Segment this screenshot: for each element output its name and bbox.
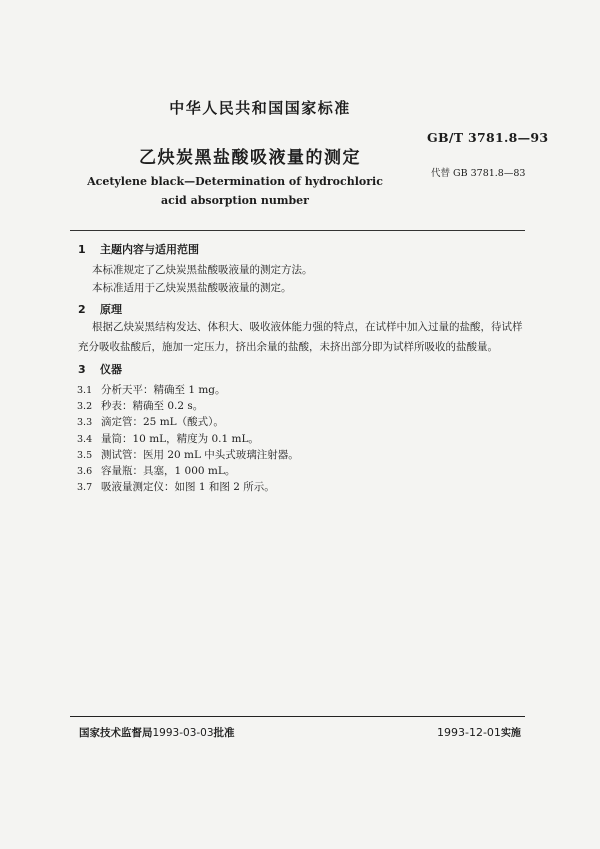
list-item: 3.4 量筒：10 mL，精度为 0.1 mL。 xyxy=(77,433,259,445)
issuing-organization: 中华人民共和国国家标准 xyxy=(169,99,351,117)
section-1-number: 1 xyxy=(78,243,86,256)
list-item: 3.5 测试管：医用 20 mL 中头式玻璃注射器。 xyxy=(77,449,299,461)
list-item: 3.3 滴定管：25 mL（酸式）。 xyxy=(77,416,224,428)
approval-line xyxy=(79,725,235,740)
list-item: 3.6 容量瓶：具塞，1 000 mL。 xyxy=(77,465,236,477)
list-item: 3.2 秒表：精确至 0.2 s。 xyxy=(77,400,204,412)
title-en-line-1: Acetylene black—Determination of hydrochloric xyxy=(87,175,383,188)
approval-organization: 国家技术监督局 xyxy=(79,727,153,739)
section-2-heading xyxy=(78,301,122,317)
section-1-paragraph-2: 本标准适用于乙炔炭黑盐酸吸液量的测定。 xyxy=(92,282,292,294)
approval-label: 批准 xyxy=(213,727,235,739)
implementation-line xyxy=(437,724,521,739)
header-divider xyxy=(70,230,525,231)
section-1-paragraph-1: 本标准规定了乙炔炭黑盐酸吸液量的测定方法。 xyxy=(92,264,313,276)
section-2-number: 2 xyxy=(78,303,86,316)
list-item: 3.1 分析天平：精确至 1 mg。 xyxy=(77,384,226,396)
footer-divider xyxy=(70,716,525,717)
approval-date: 1993-03-03 xyxy=(152,727,214,739)
title-en-line-2: acid absorption number xyxy=(161,194,309,207)
section-2-title: 原理 xyxy=(100,303,122,316)
section-2-paragraph: 根据乙炔炭黑结构发达、体积大、吸收液体能力强的特点，在试样中加入过量的盐酸，待试样充分吸收盐酸后，施加一定压力，挤出余量的盐酸，未挤出部分即为试样所吸收的盐酸量。 xyxy=(78,321,523,353)
document-title-zh: 乙炔炭黑盐酸吸液量的测定 xyxy=(139,148,361,168)
standard-number: GB/T 3781.8—93 xyxy=(427,130,549,145)
implementation-date: 1993-12-01 xyxy=(437,726,501,739)
implementation-label: 实施 xyxy=(500,728,521,739)
replaces-standard: 代替 GB 3781.8—83 xyxy=(431,168,526,179)
section-3-heading xyxy=(78,361,122,377)
document-title-en xyxy=(0,172,470,210)
section-1-title: 主题内容与适用范围 xyxy=(100,243,199,256)
section-3-number: 3 xyxy=(78,363,86,376)
section-3-title: 仪器 xyxy=(100,363,122,376)
list-item: 3.7 吸液量测定仪：如图 1 和图 2 所示。 xyxy=(77,481,275,493)
section-1-heading xyxy=(78,241,199,257)
